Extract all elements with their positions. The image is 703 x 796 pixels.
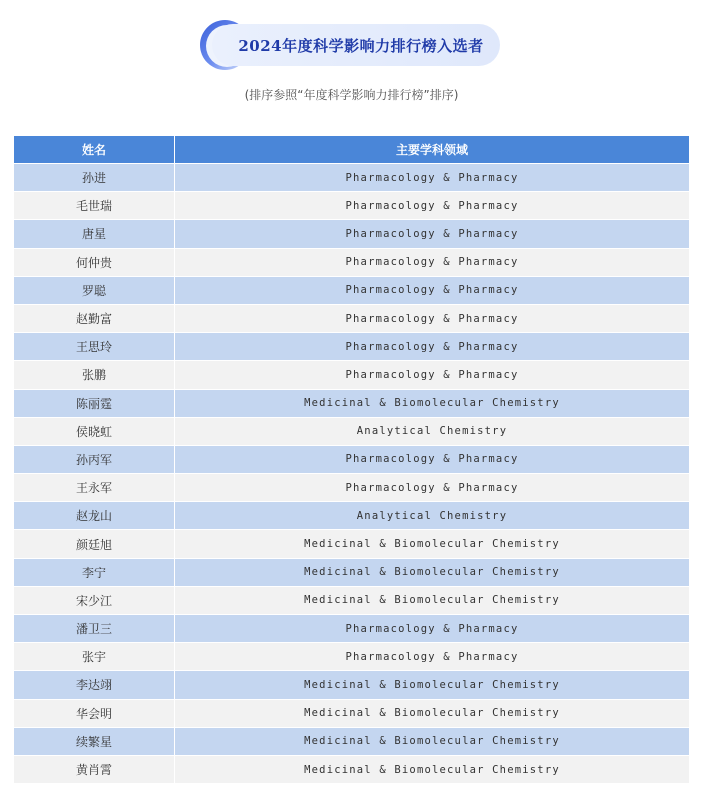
table-row xyxy=(14,333,689,361)
cell-name: 陈丽霆 xyxy=(14,390,175,417)
header-field: 主要学科领域 xyxy=(395,143,468,157)
cell-field: Medicinal & Biomolecular Chemistry xyxy=(304,678,560,691)
cell-name: 张宇 xyxy=(14,643,175,670)
table-row xyxy=(14,728,689,756)
table-row xyxy=(14,587,689,615)
cell-field: Pharmacology & Pharmacy xyxy=(345,256,519,269)
cell-name: 宋少江 xyxy=(14,587,175,614)
cell-field: Pharmacology & Pharmacy xyxy=(345,368,519,381)
table-row xyxy=(14,192,689,220)
title-pill xyxy=(212,24,500,66)
cell-name: 潘卫三 xyxy=(14,615,175,642)
cell-name: 李达翊 xyxy=(14,671,175,698)
cell-field: Pharmacology & Pharmacy xyxy=(345,650,519,663)
cell-name: 毛世瑞 xyxy=(14,192,175,219)
cell-name: 颜廷旭 xyxy=(14,530,175,557)
table-row xyxy=(14,446,689,474)
cell-name: 黄肖霄 xyxy=(14,756,175,783)
cell-field: Pharmacology & Pharmacy xyxy=(345,227,519,240)
cell-name: 华会明 xyxy=(14,700,175,727)
page-title: 2024年度科学影响力排行榜入选者 xyxy=(238,36,484,55)
title-banner xyxy=(200,20,500,70)
table-row xyxy=(14,756,689,784)
table-row xyxy=(14,502,689,530)
cell-name: 王思玲 xyxy=(14,333,175,360)
cell-field: Pharmacology & Pharmacy xyxy=(345,453,519,466)
cell-name: 赵勤富 xyxy=(14,305,175,332)
selectees-table xyxy=(14,136,689,784)
cell-field: Pharmacology & Pharmacy xyxy=(345,199,519,212)
cell-field: Pharmacology & Pharmacy xyxy=(345,481,519,494)
cell-field: Medicinal & Biomolecular Chemistry xyxy=(304,763,560,776)
cell-field: Analytical Chemistry xyxy=(356,425,508,438)
cell-name: 张鹏 xyxy=(14,361,175,388)
table-row xyxy=(14,671,689,699)
table-row xyxy=(14,361,689,389)
table-row xyxy=(14,220,689,248)
cell-field: Pharmacology & Pharmacy xyxy=(345,284,519,297)
cell-name: 孙进 xyxy=(14,164,175,191)
cell-field: Pharmacology & Pharmacy xyxy=(345,312,519,325)
table-row xyxy=(14,418,689,446)
cell-name: 李宁 xyxy=(14,559,175,586)
table-row xyxy=(14,164,689,192)
cell-field: Medicinal & Biomolecular Chemistry xyxy=(304,538,560,551)
page-subtitle: (排序参照“年度科学影响力排行榜”排序) xyxy=(244,88,459,102)
cell-field: Pharmacology & Pharmacy xyxy=(345,340,519,353)
table-row xyxy=(14,390,689,418)
table-row xyxy=(14,474,689,502)
cell-name: 侯晓虹 xyxy=(14,418,175,445)
table-row xyxy=(14,643,689,671)
header-name: 姓名 xyxy=(14,136,175,163)
cell-name: 罗聪 xyxy=(14,277,175,304)
cell-field: Medicinal & Biomolecular Chemistry xyxy=(304,566,560,579)
table-row xyxy=(14,249,689,277)
cell-name: 续繁星 xyxy=(14,728,175,755)
table-row xyxy=(14,700,689,728)
cell-name: 何仲贵 xyxy=(14,249,175,276)
cell-field: Medicinal & Biomolecular Chemistry xyxy=(304,735,560,748)
table-row xyxy=(14,305,689,333)
cell-name: 孙丙军 xyxy=(14,446,175,473)
cell-field: Analytical Chemistry xyxy=(356,509,508,522)
table-row xyxy=(14,530,689,558)
cell-field: Medicinal & Biomolecular Chemistry xyxy=(304,594,560,607)
table-header-row xyxy=(14,136,689,164)
cell-name: 唐星 xyxy=(14,220,175,247)
table-row xyxy=(14,277,689,305)
cell-field: Medicinal & Biomolecular Chemistry xyxy=(304,707,560,720)
cell-name: 王永军 xyxy=(14,474,175,501)
cell-field: Pharmacology & Pharmacy xyxy=(345,171,519,184)
table-row xyxy=(14,615,689,643)
table-body xyxy=(14,164,689,784)
table-row xyxy=(14,559,689,587)
cell-field: Medicinal & Biomolecular Chemistry xyxy=(304,397,560,410)
cell-name: 赵龙山 xyxy=(14,502,175,529)
cell-field: Pharmacology & Pharmacy xyxy=(345,622,519,635)
